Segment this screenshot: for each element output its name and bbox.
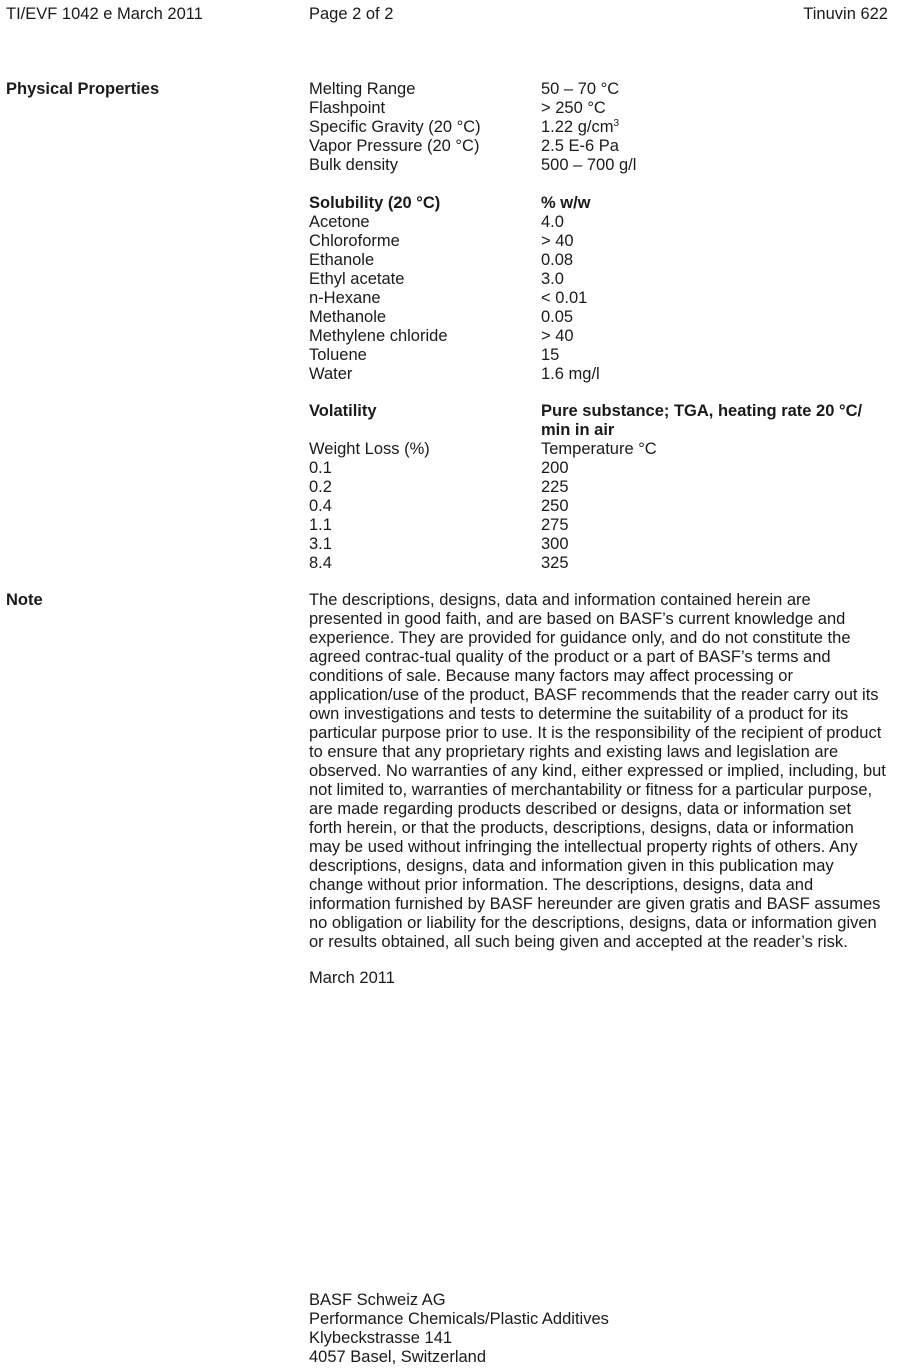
volatility-row bbox=[309, 459, 889, 478]
solubility-value: 1.6 mg/l bbox=[541, 365, 600, 383]
unit-superscript: 3 bbox=[613, 118, 620, 129]
solubility-unit-heading: % w/w bbox=[541, 194, 591, 212]
property-name: Melting Range bbox=[309, 80, 416, 98]
solvent-name: n-Hexane bbox=[309, 289, 381, 307]
volatility-row bbox=[309, 497, 889, 516]
solubility-row bbox=[309, 346, 889, 365]
solvent-name: Toluene bbox=[309, 346, 367, 364]
solvent-name: Chloroforme bbox=[309, 232, 400, 250]
weight-loss-column-header: Weight Loss (%) bbox=[309, 440, 430, 458]
property-value: 500 – 700 g/l bbox=[541, 156, 637, 174]
solubility-row bbox=[309, 289, 889, 308]
volatility-row bbox=[309, 535, 889, 554]
weight-loss-value: 1.1 bbox=[309, 516, 332, 534]
physical-properties-table bbox=[309, 80, 889, 175]
solubility-row bbox=[309, 232, 889, 251]
weight-loss-value: 0.2 bbox=[309, 478, 332, 496]
volatility-heading: Volatility bbox=[309, 402, 377, 420]
solubility-row bbox=[309, 365, 889, 384]
solvent-name: Methylene chloride bbox=[309, 327, 448, 345]
property-name: Vapor Pressure (20 °C) bbox=[309, 137, 480, 155]
company-division: Performance Chemicals/Plastic Additives bbox=[309, 1310, 609, 1328]
property-name: Specific Gravity (20 °C) bbox=[309, 118, 481, 136]
property-row bbox=[309, 80, 889, 99]
solubility-heading: Solubility (20 °C) bbox=[309, 194, 441, 212]
solubility-value: 4.0 bbox=[541, 213, 564, 231]
property-value-with-unit bbox=[541, 118, 619, 137]
temperature-column-header: Temperature °C bbox=[541, 440, 657, 458]
temperature-value: 300 bbox=[541, 535, 569, 553]
note-disclaimer: The descriptions, designs, data and information contained herein are presented in good faith, and are based on BASF’s current knowledge and experience. They are provided for guidance only, and do not constitute the agreed contrac-tual quality of the product or a part of BASF’s terms and conditions of sale. Because many factors may affect processing or application/use of the product, BASF recommends that the reader carry out its own investigations and tests to determine the suitability of a product for its particular purpose prior to use. It is the responsibility of the recipient of product to ensure that any proprietary rights and existing laws and legislation are observed. No warranties of any kind, either expressed or implied, including, but not limited to, warranties of merchantability or fitness for a particular purpose, are made regarding products described or designs, data or information set forth herein, or that the products, descriptions, designs, data or information may be used without infringing the intellectual property rights of others. Any descriptions, designs, data and information given in this publication may change without prior information. The descriptions, designs, data and information furnished by BASF hereunder are given gratis and BASF assumes no obligation or liability for the descriptions, designs, data or information given or results obtained, all such being given and accepted at the reader’s risk. bbox=[309, 591, 886, 951]
street-address: Klybeckstrasse 141 bbox=[309, 1329, 453, 1347]
volatility-method: Pure substance; TGA, heating rate 20 °C/ min in air bbox=[541, 402, 863, 439]
solubility-row bbox=[309, 270, 889, 289]
solubility-row bbox=[309, 308, 889, 327]
property-row bbox=[309, 156, 889, 175]
volatility-row bbox=[309, 516, 889, 535]
solvent-name: Acetone bbox=[309, 213, 370, 231]
note-label: Note bbox=[6, 591, 43, 609]
property-row bbox=[309, 137, 889, 156]
volatility-table bbox=[309, 402, 889, 573]
weight-loss-value: 8.4 bbox=[309, 554, 332, 572]
property-row bbox=[309, 99, 889, 118]
solvent-name: Water bbox=[309, 365, 353, 383]
temperature-value: 200 bbox=[541, 459, 569, 477]
solubility-header bbox=[309, 194, 889, 213]
solubility-value: < 0.01 bbox=[541, 289, 588, 307]
solvent-name: Methanole bbox=[309, 308, 387, 326]
solubility-table bbox=[309, 194, 889, 384]
solvent-name: Ethyl acetate bbox=[309, 270, 405, 288]
weight-loss-value: 3.1 bbox=[309, 535, 332, 553]
solubility-value: > 40 bbox=[541, 232, 574, 250]
document-id: TI/EVF 1042 e March 2011 bbox=[6, 5, 203, 23]
property-value: 2.5 E-6 Pa bbox=[541, 137, 619, 155]
property-name: Bulk density bbox=[309, 156, 398, 174]
solubility-value: 0.05 bbox=[541, 308, 574, 326]
temperature-value: 325 bbox=[541, 554, 569, 572]
city-country: 4057 Basel, Switzerland bbox=[309, 1348, 487, 1366]
solubility-row bbox=[309, 327, 889, 346]
property-value: 50 – 70 °C bbox=[541, 80, 620, 98]
company-name: BASF Schweiz AG bbox=[309, 1291, 446, 1309]
solubility-value: 3.0 bbox=[541, 270, 564, 288]
property-value: > 250 °C bbox=[541, 99, 606, 117]
solubility-row bbox=[309, 251, 889, 270]
solubility-value: 0.08 bbox=[541, 251, 574, 269]
solvent-name: Ethanole bbox=[309, 251, 375, 269]
note-date: March 2011 bbox=[309, 969, 395, 987]
temperature-value: 275 bbox=[541, 516, 569, 534]
company-address bbox=[309, 1291, 609, 1367]
product-name: Tinuvin 622 bbox=[803, 5, 888, 23]
temperature-value: 225 bbox=[541, 478, 569, 496]
volatility-row bbox=[309, 554, 889, 573]
volatility-header bbox=[309, 402, 889, 440]
property-row bbox=[309, 118, 889, 137]
property-value: 1.22 g/cm bbox=[541, 118, 614, 136]
solubility-value: 15 bbox=[541, 346, 560, 364]
volatility-column-headers bbox=[309, 440, 889, 459]
weight-loss-value: 0.4 bbox=[309, 497, 332, 515]
property-name: Flashpoint bbox=[309, 99, 386, 117]
temperature-value: 250 bbox=[541, 497, 569, 515]
page-number: Page 2 of 2 bbox=[309, 5, 394, 23]
volatility-row bbox=[309, 478, 889, 497]
solubility-row bbox=[309, 213, 889, 232]
physical-properties-label: Physical Properties bbox=[6, 80, 160, 98]
solubility-value: > 40 bbox=[541, 327, 574, 345]
weight-loss-value: 0.1 bbox=[309, 459, 332, 477]
